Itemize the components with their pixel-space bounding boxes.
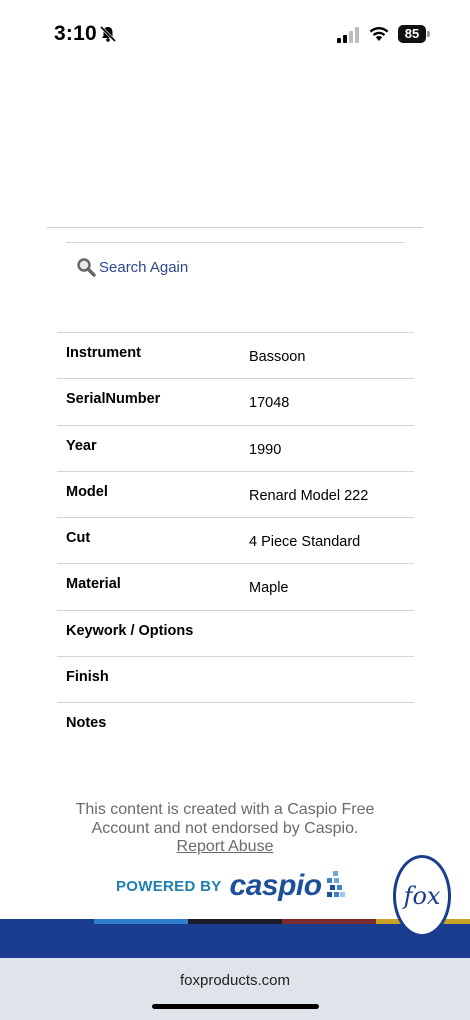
table-row xyxy=(57,332,414,378)
row-key: Keywork / Options xyxy=(66,622,194,639)
row-key: Material xyxy=(66,576,121,593)
table-row xyxy=(57,656,414,702)
notice-line-2: Account and not endorsed by Caspio. xyxy=(91,819,359,837)
search-again-link[interactable] xyxy=(76,256,188,278)
browser-address-bar[interactable] xyxy=(0,958,470,1020)
row-key: Finish xyxy=(66,669,109,686)
magnifier-icon xyxy=(76,257,96,277)
footer-band xyxy=(0,924,470,958)
row-key: Notes xyxy=(66,715,107,732)
table-row xyxy=(57,702,414,748)
row-key: Cut xyxy=(66,530,91,547)
row-key: Model xyxy=(66,483,108,500)
row-value: 4 Piece Standard xyxy=(249,534,361,551)
table-row xyxy=(57,517,414,563)
table-row xyxy=(57,610,414,656)
caspio-tiles-icon xyxy=(325,869,347,903)
table-row xyxy=(57,471,414,517)
row-key: Year xyxy=(66,437,97,454)
row-value: Renard Model 222 xyxy=(249,487,369,504)
report-abuse-link[interactable]: Report Abuse xyxy=(176,838,274,855)
row-key: Instrument xyxy=(66,345,141,361)
cellular-signal-icon xyxy=(337,27,361,43)
row-value: Bassoon xyxy=(249,349,306,365)
table-row xyxy=(57,378,414,424)
status-bar xyxy=(0,0,470,64)
row-value: 17048 xyxy=(249,395,290,412)
top-divider xyxy=(47,227,423,228)
caspio-notice xyxy=(0,801,450,857)
battery-level: 85 xyxy=(404,26,420,41)
row-value: 1990 xyxy=(249,441,282,458)
table-row xyxy=(57,425,414,471)
table-row xyxy=(57,563,414,609)
status-time: 3:10 xyxy=(54,22,97,45)
inner-divider xyxy=(66,242,404,243)
notice-line-1: This content is created with a Caspio Free xyxy=(75,801,375,818)
row-key: SerialNumber xyxy=(66,391,161,408)
wifi-icon xyxy=(368,24,390,42)
search-again-label: Search Again xyxy=(99,258,189,276)
powered-by-label: POWERED BY xyxy=(116,877,222,895)
row-value: Maple xyxy=(249,580,289,597)
details-table xyxy=(57,332,414,749)
url-text: foxproducts.com xyxy=(179,972,291,989)
powered-by-caspio[interactable] xyxy=(116,868,347,904)
fox-logo-button[interactable] xyxy=(393,855,451,937)
bell-slash-icon xyxy=(99,25,117,43)
fox-logo-text: fox xyxy=(403,882,441,910)
caspio-logo-text: caspio xyxy=(229,869,322,902)
battery-icon xyxy=(398,25,426,43)
battery-cap xyxy=(427,31,430,37)
home-indicator[interactable] xyxy=(152,1004,319,1009)
